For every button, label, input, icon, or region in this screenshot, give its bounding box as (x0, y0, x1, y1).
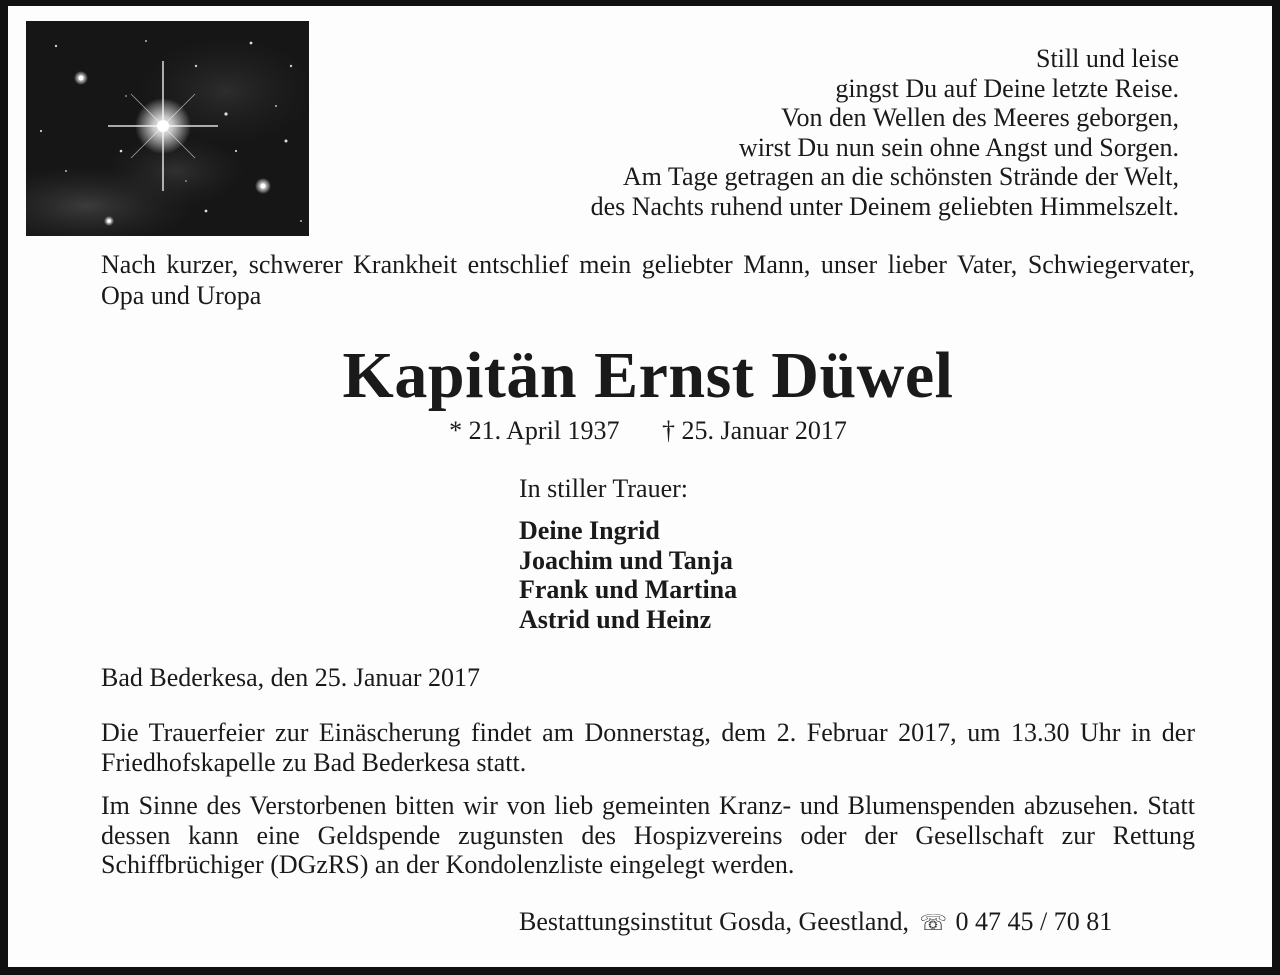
poem-line: Von den Wellen des Meeres geborgen, (781, 103, 1179, 132)
poem-line: des Nachts ruhend unter Deinem geliebten Himmelszelt. (590, 191, 1179, 221)
intro-text: Nach kurzer, schwerer Krankheit entschlief mein geliebter Mann, unser lieber Vater, Schwiegervater, Opa und Uropa (101, 250, 1195, 310)
life-dates (8, 414, 1280, 448)
poem-line: Am Tage getragen an die schönsten Strände der Welt, (622, 162, 1179, 191)
place-date: Bad Bederkesa, den 25. Januar 2017 (101, 663, 481, 692)
mourner-name: Joachim und Tanja (519, 545, 733, 575)
deceased-name: Kapitän Ernst Düwel (342, 339, 954, 412)
poem-line: gingst Du auf Deine letzte Reise. (835, 73, 1179, 103)
mourner-name: Deine Ingrid (519, 516, 660, 545)
mourning-heading: In stiller Trauer: (519, 474, 688, 503)
donation-info: Im Sinne des Verstorbenen bitten wir von lieb gemeinten Kranz- und Blumenspenden abzusehen. Statt dessen kann eine Geldspende zugunsten des Hospizvereins oder der Gesellschaft zur Rettung Schiffbrüchiger (DGzRS) an der Kondolenzliste eingelegt werden. (101, 791, 1195, 879)
death-date: † 25. Januar 2017 (662, 416, 847, 445)
telephone-icon: ☏ (919, 910, 947, 935)
starry-sky-icon (26, 21, 309, 236)
poem-line: Still und leise (1036, 44, 1179, 73)
poem (591, 44, 1179, 221)
undertaker-info (519, 906, 1112, 939)
funeral-info: Die Trauerfeier zur Einäscherung findet am Donnerstag, dem 2. Februar 2017, um 13.30 Uhr in der Friedhofskapelle zu Bad Bederkesa statt. (101, 718, 1195, 777)
birth-date: * 21. April 1937 (449, 416, 620, 445)
starry-sky-image (26, 21, 309, 236)
mourner-name: Astrid und Heinz (519, 604, 712, 634)
undertaker-phone: 0 47 45 / 70 81 (955, 907, 1113, 936)
poem-line: wirst Du nun sein ohne Angst und Sorgen. (738, 132, 1179, 162)
mourner-list (519, 516, 737, 634)
undertaker-name: Bestattungsinstitut Gosda, Geestland, (519, 907, 909, 936)
mourner-name: Frank und Martina (519, 575, 738, 604)
